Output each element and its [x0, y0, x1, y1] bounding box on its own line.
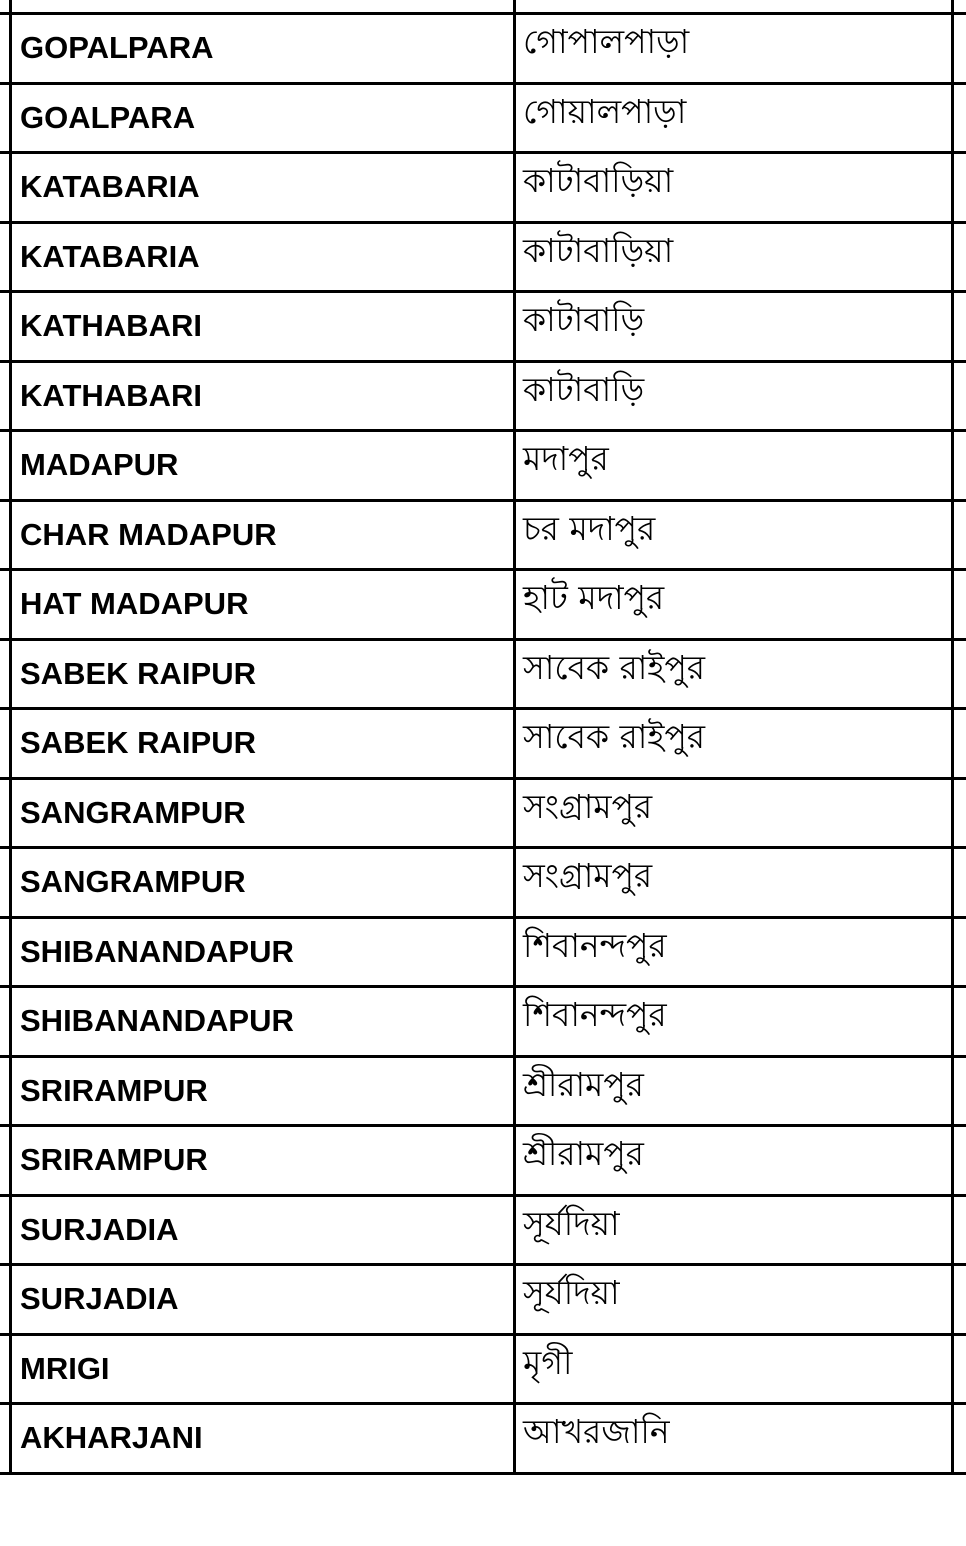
bengali-name-cell: কাটাবাড়িয়া — [523, 161, 674, 200]
bengali-name-cell: গোপালপাড়া — [523, 22, 690, 61]
bengali-name-cell: শিবানন্দপুর — [523, 995, 667, 1034]
english-name-cell: CHAR MADAPUR — [20, 517, 277, 552]
english-name-cell: SURJADIA — [20, 1212, 179, 1247]
english-name-cell: GOALPARA — [20, 100, 196, 135]
english-name-cell: MRIGI — [20, 1351, 110, 1386]
english-name-cell: SANGRAMPUR — [20, 864, 246, 899]
bengali-name-cell: সাবেক রাইপুর — [523, 717, 706, 756]
bengali-name-cell: আখরজানি — [523, 1412, 670, 1451]
english-name-cell: SHIBANANDAPUR — [20, 934, 294, 969]
table-bottom-rule — [0, 1472, 966, 1475]
english-name-cell: KATABARIA — [20, 169, 200, 204]
bengali-name-cell: শ্রীরামপুর — [523, 1065, 644, 1104]
bengali-name-cell: শিবানন্দপুর — [523, 926, 667, 965]
bengali-name-cell: সূর্যদিয়া — [523, 1273, 620, 1312]
english-name-cell: KATABARIA — [20, 239, 200, 274]
english-name-cell: KATHABARI — [20, 378, 202, 413]
bengali-name-cell: কাটাবাড়ি — [523, 300, 645, 339]
english-name-cell: SRIRAMPUR — [20, 1073, 208, 1108]
english-name-cell: SANGRAMPUR — [20, 795, 246, 830]
english-name-cell: MADAPUR — [20, 447, 179, 482]
bengali-name-cell: শ্রীরামপুর — [523, 1134, 644, 1173]
bengali-name-cell: সংগ্রামপুর — [523, 787, 653, 826]
bengali-name-cell: হাট মদাপুর — [523, 578, 665, 617]
bengali-name-cell: চর মদাপুর — [523, 509, 656, 548]
bengali-name-cell: গোয়ালপাড়া — [523, 92, 687, 131]
english-name-cell: KATHABARI — [20, 308, 202, 343]
english-name-cell: SURJADIA — [20, 1281, 179, 1316]
bengali-name-cell: কাটাবাড়িয়া — [523, 231, 674, 270]
english-name-cell: GOPALPARA — [20, 30, 214, 65]
english-name-cell: SHIBANANDAPUR — [20, 1003, 294, 1038]
header-fragment-left — [258, 0, 288, 6]
english-name-cell: HAT MADAPUR — [20, 586, 249, 621]
bengali-name-cell: মৃগী — [523, 1343, 573, 1382]
english-name-cell: SRIRAMPUR — [20, 1142, 208, 1177]
english-name-cell: SABEK RAIPUR — [20, 656, 256, 691]
bengali-name-cell: সূর্যদিয়া — [523, 1204, 620, 1243]
bengali-name-cell: কাটাবাড়ি — [523, 370, 645, 409]
bengali-name-cell: সাবেক রাইপুর — [523, 648, 706, 687]
bengali-name-cell: মদাপুর — [523, 439, 609, 478]
bengali-name-cell: সংগ্রামপুর — [523, 856, 653, 895]
english-name-cell: AKHARJANI — [20, 1420, 203, 1455]
header-fragment-right — [735, 0, 765, 6]
english-name-cell: SABEK RAIPUR — [20, 725, 256, 760]
